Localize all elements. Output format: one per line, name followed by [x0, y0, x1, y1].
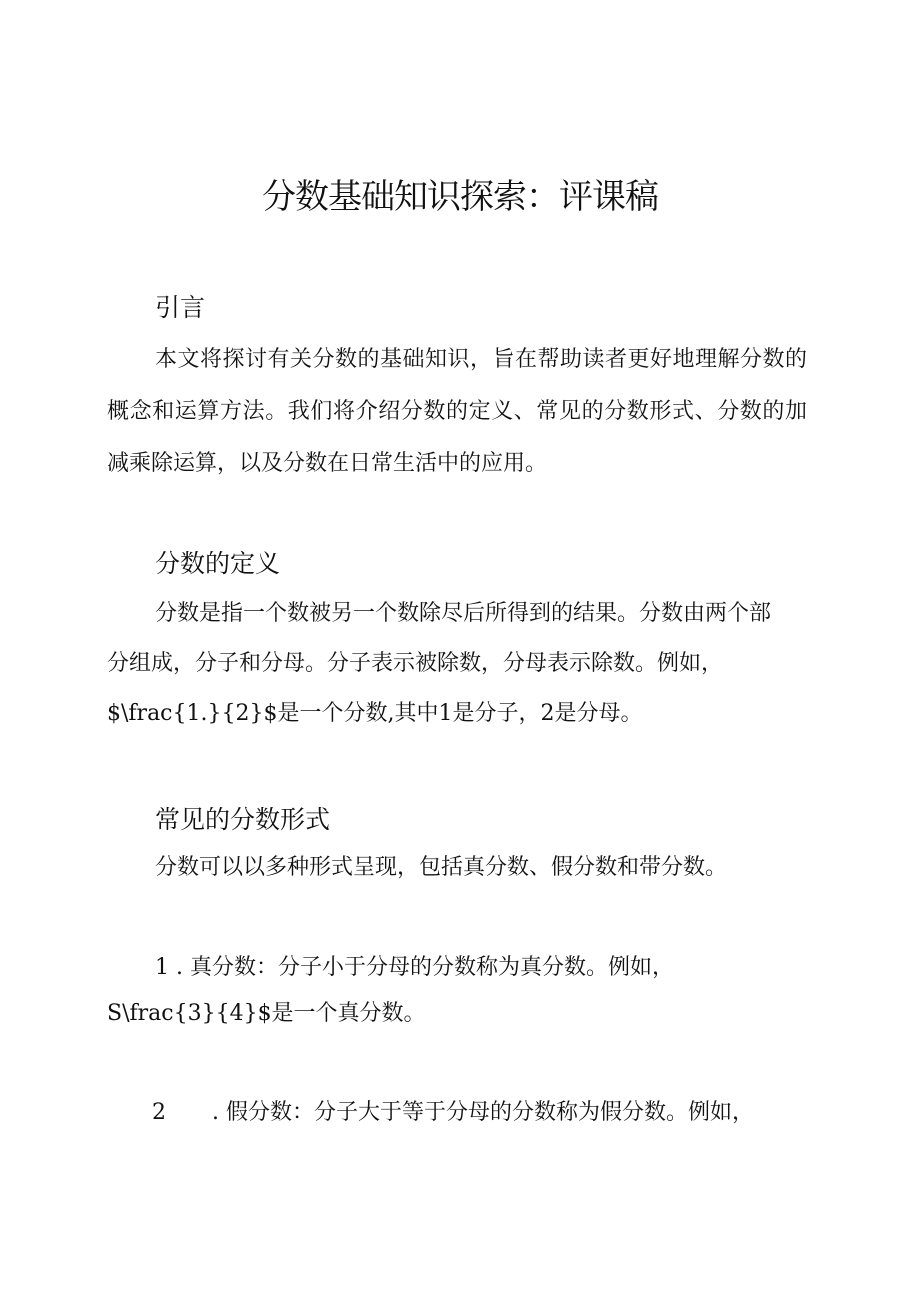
- section-heading-definition: 分数的定义: [155, 549, 281, 578]
- intro-paragraph: 本文将探讨有关分数的基础知识，旨在帮助读者更好地理解分数的概念和运算方法。我们将介绍分数的定义、常见的分数形式、分数的加减乘除运算，以及分数在日常生活中的应用。: [107, 347, 807, 476]
- forms-intro: 分数可以以多种形式呈现，包括真分数、假分数和带分数。: [155, 855, 728, 880]
- section-heading-forms: 常见的分数形式: [155, 805, 331, 834]
- document-title: 分数基础知识探索：评课稿: [262, 177, 658, 217]
- forms-item-2-text: . 假分数：分子大于等于分母的分数称为假分数。例如，: [212, 1100, 754, 1125]
- forms-item-2-number: 2: [152, 1100, 166, 1125]
- definition-line-2: 分组成，分子和分母。分子表示被除数，分母表示除数。例如，: [107, 651, 724, 676]
- definition-line-3: $\frac{1.}{2}$是一个分数,其中1是分子，2是分母。: [107, 701, 643, 726]
- section-heading-intro: 引言: [155, 293, 206, 322]
- definition-line-1: 分数是指一个数被另一个数除尽后所得到的结果。分数由两个部: [155, 601, 772, 626]
- forms-item-1-line-2: S\frac{3}{4}$是一个真分数。: [107, 1001, 426, 1026]
- forms-item-1-line-1: 1 . 真分数：分子小于分母的分数称为真分数。例如，: [155, 955, 674, 980]
